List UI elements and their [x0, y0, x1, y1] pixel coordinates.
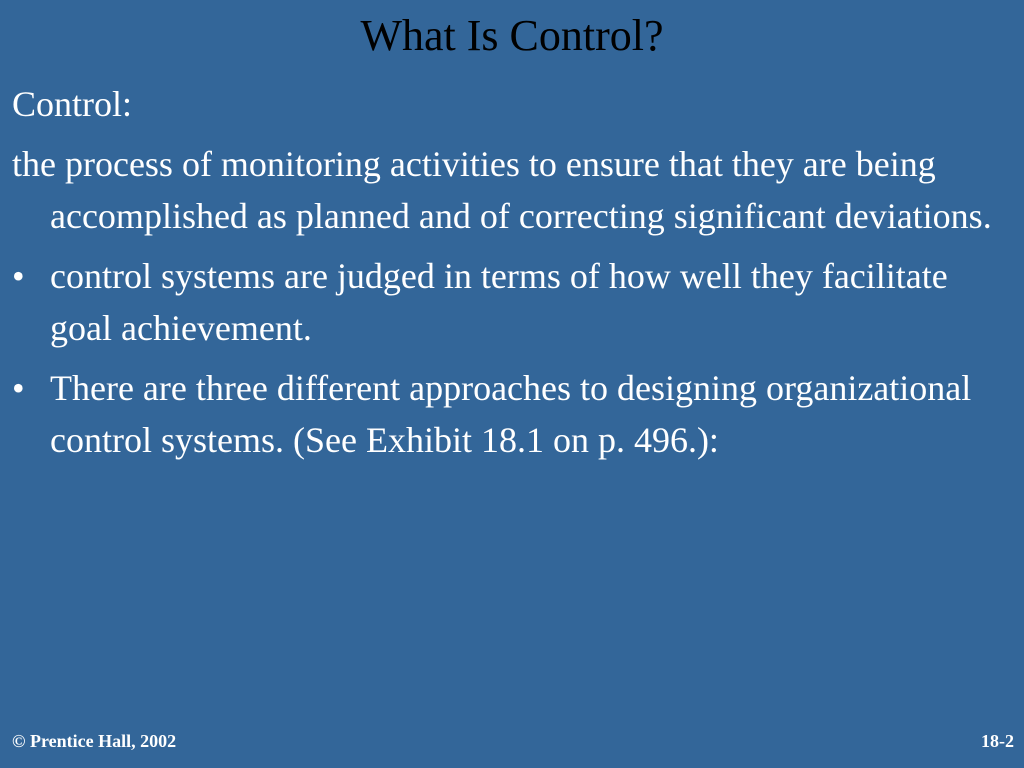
slide-title: What Is Control?	[360, 11, 664, 60]
footer-page-number: 18-2	[981, 731, 1014, 751]
bullet-marker: •	[12, 368, 25, 408]
definition-text: the process of monitoring activities to ensure that they are being accomplished as planned and of correcting significant deviations.	[12, 144, 992, 236]
bullet-item	[12, 250, 1017, 354]
footer-copyright: © Prentice Hall, 2002	[12, 731, 177, 751]
bullet-text: There are three different approaches to designing organizational control systems. (See Exhibit 18.1 on p. 496.):	[50, 368, 972, 460]
term-heading: Control:	[12, 84, 133, 124]
slide-body	[12, 78, 1017, 474]
bullet-text: control systems are judged in terms of how well they facilitate goal achievement.	[50, 256, 948, 348]
bullet-marker: •	[12, 256, 25, 296]
bullet-item	[12, 362, 1017, 466]
